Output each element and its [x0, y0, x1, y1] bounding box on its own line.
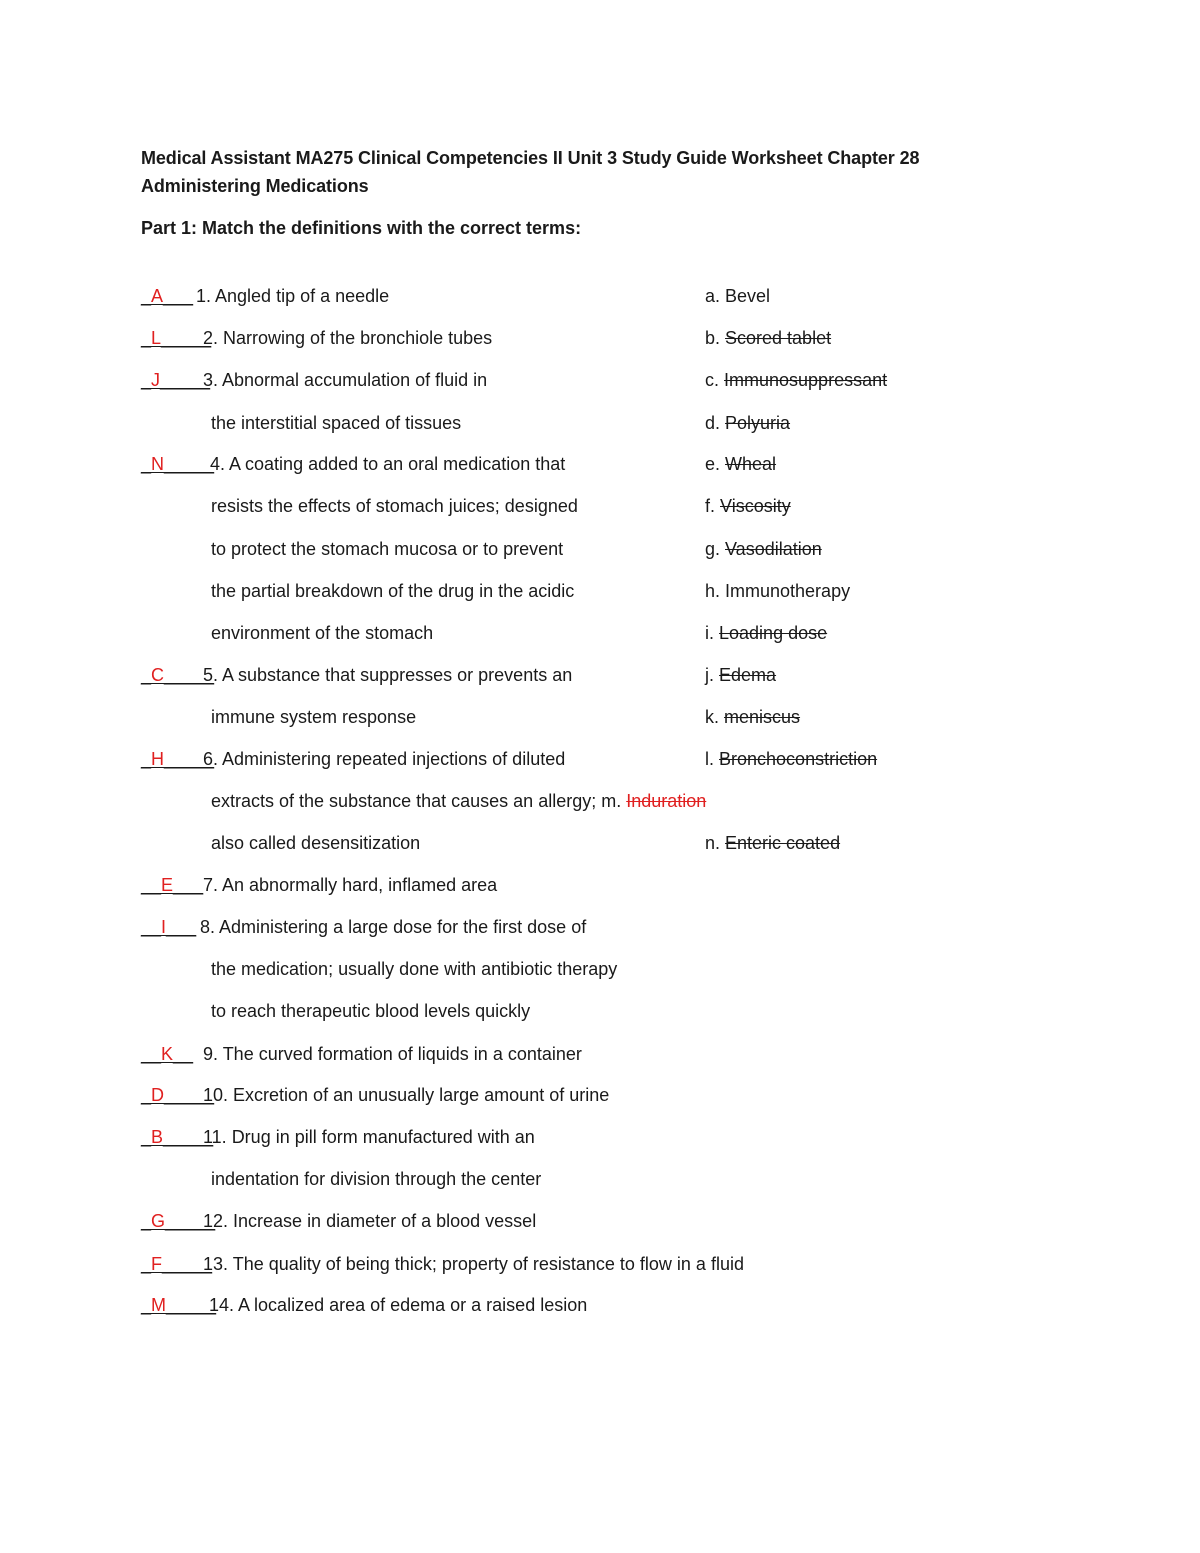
term-f: f. Viscosity: [705, 496, 791, 516]
answer-blank-1[interactable]: _A___: [141, 286, 194, 306]
definition-6: 6. Administering repeated injections of diluted: [203, 749, 566, 769]
answer-blank-5[interactable]: _C_____: [141, 665, 215, 685]
definition-8: 8. Administering a large dose for the first dose of: [200, 917, 587, 937]
term-d: d. Polyuria: [705, 413, 791, 433]
answer-blank-10[interactable]: _D_____: [141, 1085, 215, 1105]
definition-12: 12. Increase in diameter of a blood vessel: [203, 1211, 537, 1231]
definition-1: 1. Angled tip of a needle: [196, 286, 390, 306]
definition-3: 3. Abnormal accumulation of fluid in: [203, 370, 488, 390]
term-j: j. Edema: [705, 665, 777, 685]
definition-6-cont-1: extracts of the substance that causes an allergy; m. Induration: [211, 791, 707, 811]
term-k: k. meniscus: [705, 707, 801, 727]
answer-blank-4[interactable]: _N_____: [141, 454, 215, 474]
worksheet-title: Medical Assistant MA275 Clinical Competencies II Unit 3 Study Guide Worksheet Chapter 28 Administering Medications: [141, 148, 920, 196]
definition-7: 7. An abnormally hard, inflamed area: [203, 875, 498, 895]
definition-4: 4. A coating added to an oral medication that: [210, 454, 566, 474]
answer-blank-7[interactable]: __E___: [141, 875, 204, 895]
definition-10: 10. Excretion of an unusually large amount of urine: [203, 1085, 610, 1105]
answer-blank-3[interactable]: _J_____: [141, 370, 211, 390]
definition-3-cont: the interstitial spaced of tissues: [211, 413, 462, 433]
definition-4-cont-4: environment of the stomach: [211, 623, 434, 643]
answer-blank-14[interactable]: _M_____: [141, 1295, 217, 1315]
term-i: i. Loading dose: [705, 623, 828, 643]
answer-blank-9[interactable]: __K__: [141, 1044, 194, 1064]
term-g: g. Vasodilation: [705, 539, 822, 559]
definition-6-cont-2: also called desensitization: [211, 833, 421, 853]
term-b: b. Scored tablet: [705, 328, 832, 348]
definition-9: 9. The curved formation of liquids in a container: [203, 1044, 582, 1064]
term-m-induration: Induration: [626, 791, 707, 811]
term-c: c. Immunosuppressant: [705, 370, 888, 390]
definition-5-cont: immune system response: [211, 707, 417, 727]
term-h: h. Immunotherapy: [705, 581, 851, 601]
definition-14: 14. A localized area of edema or a raised lesion: [209, 1295, 588, 1315]
definition-8-cont-2: to reach therapeutic blood levels quickly: [211, 1001, 531, 1021]
definition-5: 5. A substance that suppresses or prevents an: [203, 665, 573, 685]
definition-4-cont-3: the partial breakdown of the drug in the acidic: [211, 581, 575, 601]
definition-13: 13. The quality of being thick; property of resistance to flow in a fluid: [203, 1254, 744, 1274]
definition-4-cont-2: to protect the stomach mucosa or to prevent: [211, 539, 564, 559]
answer-blank-2[interactable]: _L_____: [141, 328, 212, 348]
answer-blank-11[interactable]: _B_____: [141, 1127, 214, 1147]
answer-blank-8[interactable]: __I___: [141, 917, 197, 937]
definition-11-cont: indentation for division through the center: [211, 1169, 542, 1189]
answer-blank-6[interactable]: _H_____: [141, 749, 215, 769]
term-a: a. Bevel: [705, 286, 771, 306]
answer-blank-13[interactable]: _F_____: [141, 1254, 213, 1274]
term-n: n. Enteric coated: [705, 833, 841, 853]
definition-4-cont-1: resists the effects of stomach juices; designed: [211, 496, 578, 516]
definition-2: 2. Narrowing of the bronchiole tubes: [203, 328, 493, 348]
definition-8-cont-1: the medication; usually done with antibiotic therapy: [211, 959, 618, 979]
term-e: e. Wheal: [705, 454, 777, 474]
part1-heading: Part 1: Match the definitions with the correct terms:: [141, 218, 582, 238]
term-l: l. Bronchoconstriction: [705, 749, 878, 769]
definition-11: 11. Drug in pill form manufactured with an: [203, 1127, 535, 1147]
answer-blank-12[interactable]: _G_____: [141, 1211, 216, 1231]
